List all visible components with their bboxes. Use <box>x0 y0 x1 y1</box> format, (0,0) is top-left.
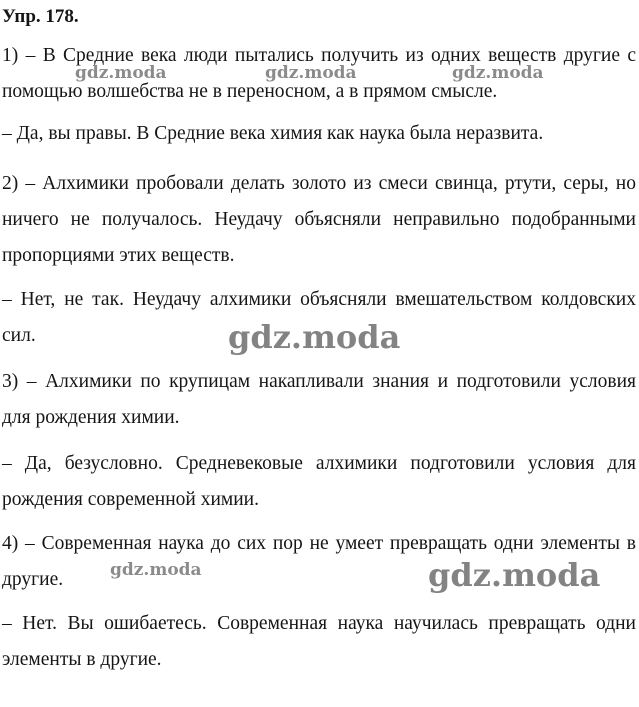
watermark-logo: gdz.moda <box>428 556 601 594</box>
paragraph-2-answer: – Нет, не так. Неудачу алхимики объясняли вмешательством колдовских сил. <box>2 289 636 346</box>
paragraph-2-statement: 2) – Алхимики пробовали делать золото из смеси свинца, ртути, серы, но ничего не получалось. Неудачу объясняли неправильно подобранными пропорциями этих веществ. <box>2 173 636 266</box>
paragraph-3-statement: 3) – Алхимики по крупицам накапливали знания и подготовили условия для рождения химии. <box>2 371 636 428</box>
paragraph-4-statement: 4) – Современная наука до сих пор не умеет превращать одни элементы в другие. <box>2 533 636 590</box>
paragraph-1-statement: 1) – В Средние века люди пытались получить из одних веществ другие с помощью волшебства не в переносном, а в прямом смысле. <box>2 45 636 102</box>
watermark-logo: gdz.moda <box>265 63 357 83</box>
exercise-title: Упр. 178. <box>2 6 79 27</box>
watermark-logo: gdz.moda <box>75 63 167 83</box>
paragraph-1-answer: – Да, вы правы. В Средние века химия как наука была неразвита. <box>2 123 544 144</box>
watermark-logo: gdz.moda <box>452 63 544 83</box>
paragraph-4-answer: – Нет. Вы ошибаетесь. Современная наука научилась превращать одни элементы в другие. <box>2 613 636 670</box>
watermark-logo: gdz.moda <box>228 318 401 356</box>
watermark-logo: gdz.moda <box>110 560 202 580</box>
paragraph-3-answer: – Да, безусловно. Средневековые алхимики подготовили условия для рождения современной химии. <box>2 453 636 510</box>
